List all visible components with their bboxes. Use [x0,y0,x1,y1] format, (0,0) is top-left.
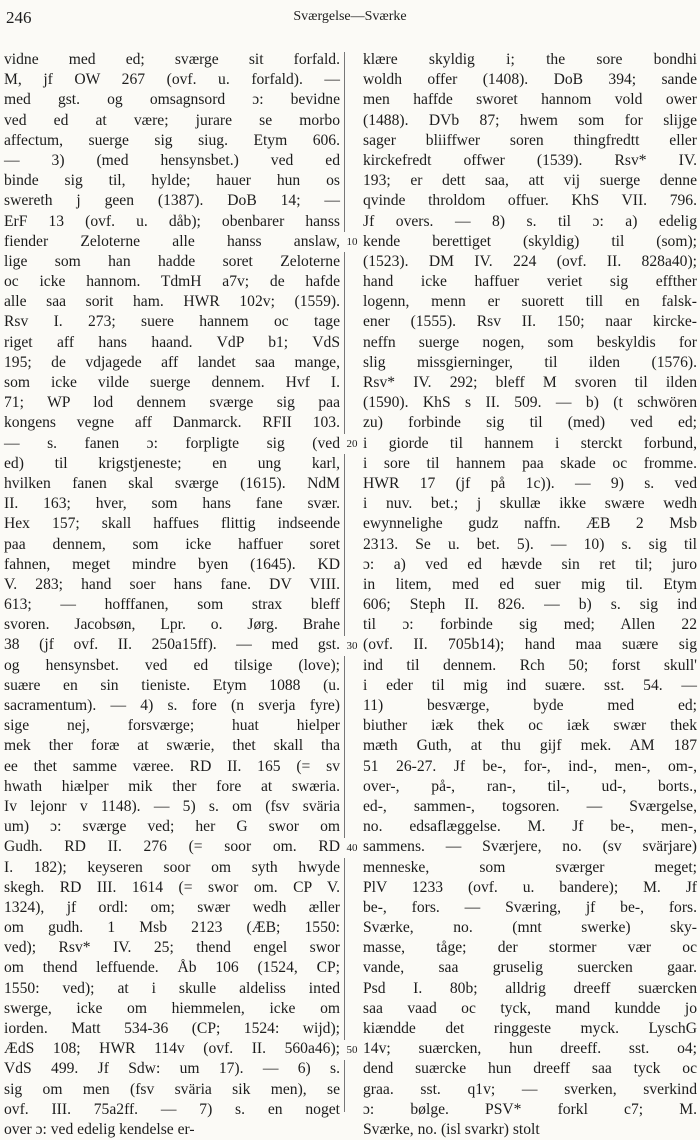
text-line: Jf overs. — 8) s. til ɔ: a) edelig [363,212,697,230]
text-line: slig missgierninger, til ilden (1576). [363,353,697,371]
text-line: masse, tåge; der stormer vær oc [363,939,697,957]
text-line: riget aff hans haand. VdP b1; VdS [4,333,340,351]
text-line: men haffde sworet hannom vold ower [363,91,697,109]
text-line: 613; — hofffanen, som strax bleff [4,596,340,614]
text-line: sige nej, forsværge; huat hielper [4,717,340,735]
text-line: saa vaad oc tyck, mand kundde jo [363,999,697,1017]
text-line: til ɔ: forbinde sig med; Allen 22 [363,616,697,634]
text-line: in litem, med ed suer mig til. Etym [363,575,697,593]
text-line: neffn suerge nogen, som beskyldis for [363,333,697,351]
text-line: ed) til krigstjeneste; en ung karl, [4,454,340,472]
text-line: Hex 157; skall haffues flittig indseende [4,515,340,533]
text-line: klære skyldig i; the sore bondhi [363,51,697,68]
page-header [0,0,700,40]
text-line: VdS 499. Jf Sdw: um 17). — 6) s. [4,1060,340,1078]
text-line: ɔ: bølge. PSV* forkl c7; M. [363,1100,697,1118]
text-line: logenn, menn er suorett till en falsk- [363,293,697,311]
text-line: paa dennem, som icke haffuer soret [4,535,340,553]
text-line: sig om men (fsv sväria sik men), se [4,1080,340,1098]
text-line: 14v; suærcken, hun dreeff. sst. o4; [363,1040,697,1058]
text-line: ved ed at være; jurare se morbo [4,111,340,129]
text-line: (1488). DVb 87; hwem som for slijge [363,111,697,129]
text-line: iorden. Matt 534-36 (CP; 1524: wijd); [4,1020,340,1037]
text-line: ee thet samme væree. RD II. 165 (= sv [4,757,340,775]
text-line: 1550: ved); at i skulle aldeliss inted [4,979,340,997]
text-line: vande, saa gruselig suercken gaar. [363,959,697,977]
text-line: 195; de vdjagede aff landet saa mange, [4,353,340,371]
text-line: PlV 1233 (ovf. u. bandere); M. Jf [363,878,697,896]
text-line: no. edsaflæggelse. M. Jf be-, men-, [363,818,697,836]
right-column [363,50,697,1140]
text-line: menneske, som sværger meget; [363,858,697,876]
margin-line-number: 20 [341,434,363,454]
text-line: i giorde til hannem i sterckt forbund, [363,434,697,452]
left-column [4,50,340,1140]
text-line: woldh offer (1408). DoB 394; sande [363,71,697,89]
text-line: 51 26-27. Jf be-, for-, ind-, men-, om-, [363,757,697,775]
text-line: Sværke, no. (isl svarkr) stolt [363,1120,540,1138]
text-line: swerge, icke om hiemmelen, icke om [4,999,340,1017]
text-line: Sværke, no. (mnt swerke) sky- [363,919,697,937]
text-line: Psd I. 80b; alldrig dreeff suærcken [363,979,697,997]
text-line: i nuv. bet.; j skullæ ikke swære wedh [363,495,697,513]
text-line: binde sig til, hylde; hauer hun os [4,172,340,190]
text-line: 606; Steph II. 826. — b) s. sig ind [363,596,697,614]
text-line: M, jf OW 267 (ovf. u. forfald). — [4,71,340,89]
text-line: mæth Guth, at thu gijf mek. AM 187 [363,737,697,755]
column-divider [344,52,345,1112]
text-line: HWR 17 (jf på 1c)). — 9) s. ved [363,474,697,492]
text-line: affectum, suerge sig siug. Etym 606. [4,131,340,149]
text-line: 193; er dett saa, att vij suerge denne [363,172,697,190]
text-line: skegh. RD III. 1614 (= swor om. CP V. [4,878,340,896]
margin-line-number: 40 [341,838,363,858]
text-line: Rsv* IV. 292; bleff M svoren til ilden [363,374,697,391]
text-line: ovf. III. 75a2ff. — 7) s. en noget [4,1100,340,1118]
text-line: lige som han hadde soret Zeloterne [4,252,340,270]
text-line: ewynnelighe gudz naffn. ÆB 2 Msb [363,515,697,533]
text-line: 2313. Se u. bet. 5). — 10) s. sig til [363,535,697,553]
text-line: ErF 13 (ovf. u. dåb); obenbarer hanss [4,212,340,230]
text-line: — 3) (med hensynsbet.) ved ed [4,151,340,169]
text-line: over ɔ: ved edelig kendelse er- [4,1120,195,1138]
text-line: sager bliiffwer soren thingfredtt eller [363,131,697,149]
text-line: (ovf. II. 705b14); hand maa suære sig [363,636,697,654]
page-number: 246 [6,8,32,27]
margin-line-number: 10 [341,232,363,252]
text-line: som icke vilde suerge dennem. Hvf I. [4,374,340,391]
running-head: Sværgelse—Sværke [293,9,407,24]
text-line: ɔ: a) ved ed hævde sin ret til; juro [363,555,697,573]
text-line: alle saa sorit ham. HWR 102v; (1559). [4,293,340,311]
text-line: i sore til hannem paa skade oc fromme. [363,454,697,472]
text-line: be-, fors. — Sværing, jf be-, fors. [363,898,697,916]
text-line: kongens vegne aff Danmarck. RFII 103. [4,414,340,432]
margin-line-number: 30 [341,636,363,656]
text-line: vidne med ed; sværge sit forfald. [4,51,340,68]
text-line: I. 182); keyseren soor om syth hwyde [4,858,340,876]
text-line: ener (1555). Rsv II. 150; naar kircke- [363,313,697,331]
text-line: svoren. Jacobsøn, Lpr. o. Jørg. Brahe [4,616,340,634]
text-line: ÆdS 108; HWR 114v (ovf. II. 560a46); [4,1040,340,1058]
text-line: om gudh. 1 Msb 2123 (ÆB; 1550: [4,919,340,937]
text-line: ed-, sammen-, togsoren. — Sværgelse, [363,797,697,815]
text-line: om thend leffuende. Åb 106 (1524, CP; [4,959,340,977]
text-line: suære en sin tieniste. Etym 1088 (u. [4,676,340,694]
text-line: ind til dennem. Rch 50; forst skull' [363,656,697,674]
text-line: graa. sst. q1v; — sverken, sverkind [363,1080,697,1098]
text-line: kiændde det ringgeste myck. LyschG [363,1020,697,1037]
text-line: II. 163; hver, som hans fane svær. [4,495,340,513]
text-line: (1523). DM IV. 224 (ovf. II. 828a40); [363,252,697,270]
text-line: hand icke haffuer veriet sig effther [363,273,697,291]
text-line: 11) besværge, byde med ed; [363,697,697,714]
text-line: Gudh. RD II. 276 (= soor om. RD [4,838,340,856]
text-line: kende berettiget (skyldig) til (som); [363,232,697,250]
text-line: fiender Zeloterne alle hanss anslaw, [4,232,340,250]
text-line: ved); Rsv* IV. 25; thend engel swor [4,939,340,957]
margin-line-number: 50 [341,1040,363,1060]
text-line: i eder til mig ind suære. sst. 54. — [363,676,697,694]
text-line: fahnen, meget mindre byen (1645). KD [4,555,340,573]
text-line: um) ɔ: sværge ved; her G swor om [4,818,340,836]
text-line: sammens. — Sværjere, no. (sv svärjare) [363,838,697,856]
text-line: Iv lejonr v 1148). — 5) s. om (fsv sväria [4,797,340,815]
text-line: og hensynsbet. ved ed tilsige (love); [4,656,340,674]
text-line: (1590). KhS s II. 509. — b) (t schwören [363,394,697,412]
text-line: sacramentum). — 4) s. fore (n sverja fyre) [4,697,340,714]
text-line: 71; WP lod dennem sværge sig paa [4,394,340,412]
text-line: mek ther foræ at swærie, thet skall tha [4,737,340,755]
text-line: dend suærcke hun dreeff saa tyck oc [363,1060,697,1078]
text-line: V. 283; hand soer hans fane. DV VIII. [4,575,340,593]
text-line: zu) forbinde sig til (med) ved ed; [363,414,697,432]
text-line: med gst. og omsagnsord ɔ: bevidne [4,91,340,109]
text-line: qvinde throldom offuer. KhS VII. 796. [363,192,697,210]
text-line: biuther iæk thek oc iæk swær thek [363,717,697,735]
text-line: 38 (jf ovf. II. 250a15ff). — med gst. [4,636,340,654]
text-line: hwath hiælper mik ther fore at swæria. [4,777,340,795]
text-line: swereth j geen (1387). DoB 14; — [4,192,340,210]
text-line: oc icke hannom. TdmH a7v; de hafde [4,273,340,291]
text-line: kirckefredt offwer (1539). Rsv* IV. [363,151,697,169]
text-line: Rsv I. 273; suere hannem oc tage [4,313,340,331]
text-line: over-, på-, ran-, til-, ud-, borts., [363,777,697,795]
text-line: hvilken fanen skal sværge (1615). NdM [4,474,340,492]
text-line: 1324), jf ordl: om; swær wedh æller [4,898,340,916]
text-line: — s. fanen ɔ: forpligte sig (ved [4,434,340,452]
